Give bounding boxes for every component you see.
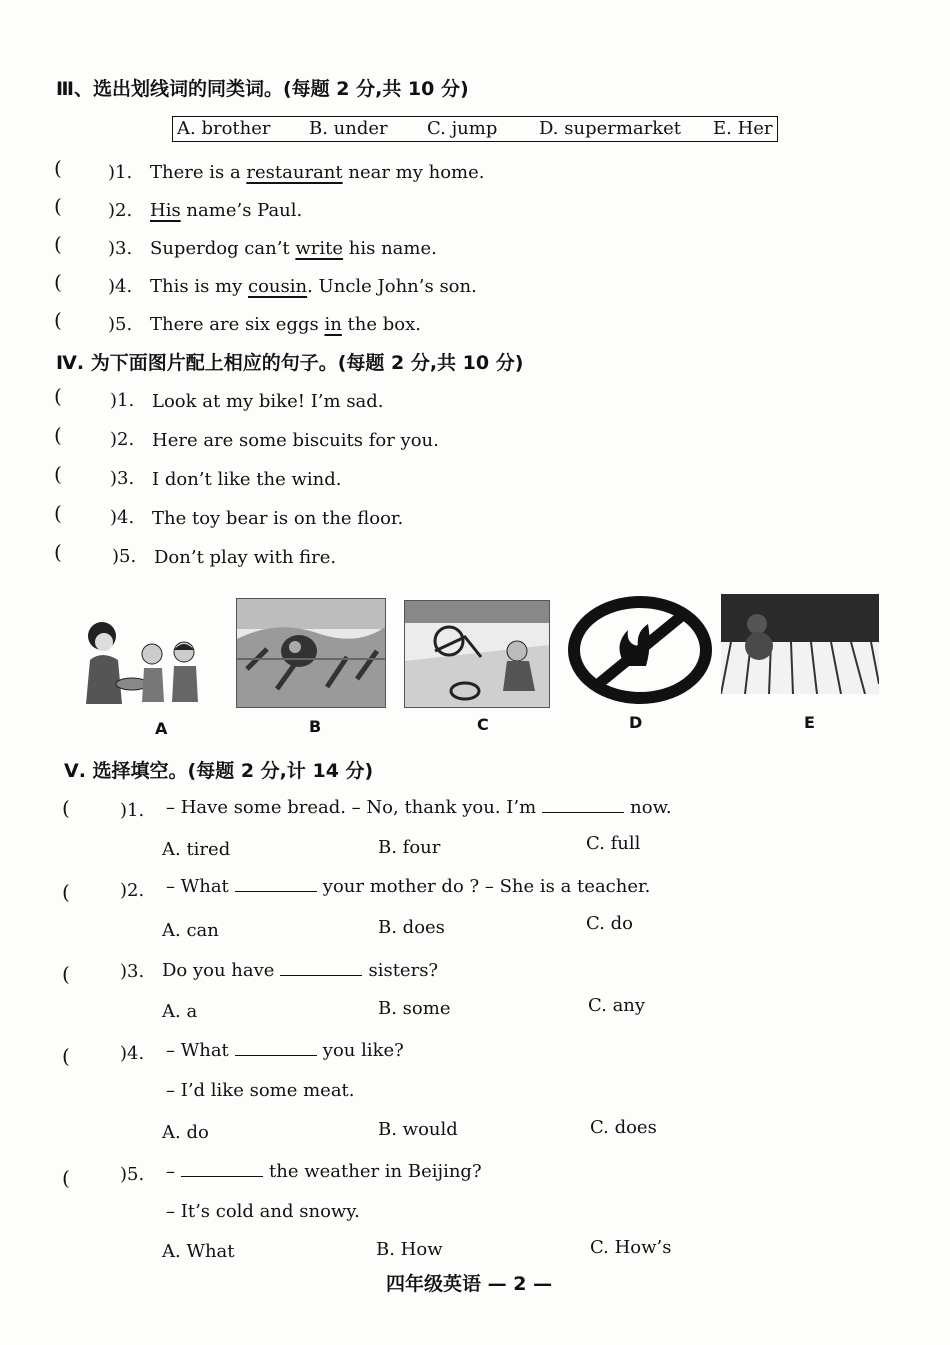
picture-b-windy-field (236, 598, 386, 708)
item-number: )5. (108, 314, 133, 335)
answer-paren[interactable]: ( (62, 962, 70, 986)
word-option-a: A. brother (177, 118, 271, 139)
sentence: Don’t play with fire. (154, 547, 337, 568)
answer-paren[interactable]: ( (62, 1166, 70, 1190)
picture-label-a: A (155, 719, 168, 738)
sentence-pre: Superdog can’t (150, 238, 296, 259)
word-option-b: B. under (309, 118, 388, 139)
item-number: )4. (108, 276, 133, 297)
option-b[interactable]: B. four (378, 837, 441, 858)
answer-blank (542, 798, 624, 813)
sentence-pre: This is my (150, 276, 248, 297)
word-option-d: D. supermarket (539, 118, 682, 139)
option-c[interactable]: C. does (590, 1117, 657, 1138)
picture-label-b: B (309, 717, 322, 736)
item-number: )3. (108, 238, 133, 259)
question-text-end: the weather in Beijing? (269, 1161, 482, 1182)
answer-paren[interactable]: ( (54, 423, 62, 447)
picture-e-bear-on-floor (721, 594, 879, 694)
option-a[interactable]: A. can (162, 920, 219, 941)
sentence-pre: There is a (150, 162, 247, 183)
page-footer: 四年级英语 — 2 — (386, 1273, 553, 1295)
picture-label-d: D (629, 713, 643, 732)
option-b[interactable]: B. does (378, 917, 445, 938)
sentence: Look at my bike! I’m sad. (152, 391, 384, 412)
picture-label-e: E (804, 713, 815, 732)
answer-paren[interactable]: ( (54, 384, 62, 408)
item-number: )2. (120, 880, 145, 901)
answer-paren[interactable]: ( (62, 796, 70, 820)
option-b[interactable]: B. How (376, 1239, 443, 1260)
sentence: Here are some biscuits for you. (152, 430, 439, 451)
answer-paren[interactable]: ( (54, 232, 62, 256)
option-b[interactable]: B. would (378, 1119, 458, 1140)
sentence-post: near my home. (342, 162, 485, 183)
answer-paren[interactable]: ( (54, 308, 62, 332)
underlined-word: in (324, 314, 342, 335)
answer-paren[interactable]: ( (54, 156, 62, 180)
item-number: )5. (120, 1164, 145, 1185)
underlined-word: His (150, 200, 181, 221)
answer-paren[interactable]: ( (62, 880, 70, 904)
question-text-end: you like? (322, 1040, 404, 1061)
sentence-post: his name. (343, 238, 437, 259)
section5-heading: Ⅴ. 选择填空。(每题 2 分,计 14 分) (64, 760, 374, 782)
question-text: Do you have (162, 960, 275, 981)
word-option-e: E. Her (713, 118, 773, 139)
item-number: )1. (120, 800, 145, 821)
option-a[interactable]: A. do (162, 1122, 209, 1143)
section4-heading: Ⅳ. 为下面图片配上相应的句子。(每题 2 分,共 10 分) (56, 352, 524, 374)
item-number: )2. (110, 429, 135, 450)
option-c[interactable]: C. do (586, 913, 633, 934)
option-a[interactable]: A. a (162, 1001, 198, 1022)
answer-blank (181, 1162, 263, 1177)
item-number: )1. (110, 390, 135, 411)
question-text-end: your mother do ? – She is a teacher. (322, 876, 651, 897)
question-text: – (166, 1161, 175, 1182)
sentence-post: . Uncle John’s son. (307, 276, 477, 297)
answer-blank (235, 1041, 317, 1056)
answer-paren[interactable]: ( (54, 194, 62, 218)
item-number: )2. (108, 200, 133, 221)
sentence: The toy bear is on the floor. (152, 508, 404, 529)
word-option-c: C. jump (427, 118, 498, 139)
picture-a-family (80, 616, 210, 706)
sentence: I don’t like the wind. (152, 469, 342, 490)
answer-line: – It’s cold and snowy. (166, 1201, 360, 1222)
item-number: )5. (112, 546, 137, 567)
answer-paren[interactable]: ( (54, 462, 62, 486)
answer-paren[interactable]: ( (62, 1044, 70, 1068)
sentence-pre: There are six eggs (150, 314, 325, 335)
question-text: – Have some bread. – No, thank you. I’m (166, 797, 537, 818)
answer-blank (235, 877, 317, 892)
answer-line: – I’d like some meat. (166, 1080, 355, 1101)
sentence-post: the box. (341, 314, 421, 335)
question-text-end: now. (630, 797, 672, 818)
sentence-post: name’s Paul. (180, 200, 303, 221)
item-number: )1. (108, 162, 133, 183)
item-number: )4. (110, 507, 135, 528)
picture-d-no-fire-sign (566, 596, 714, 704)
question-text: – What (166, 876, 229, 897)
answer-paren[interactable]: ( (54, 540, 62, 564)
picture-c-broken-bike (404, 600, 550, 708)
answer-blank (280, 961, 362, 976)
option-b[interactable]: B. some (378, 998, 451, 1019)
question-text-end: sisters? (368, 960, 439, 981)
underlined-word: write (295, 238, 344, 259)
item-number: )4. (120, 1043, 145, 1064)
option-c[interactable]: C. full (586, 833, 641, 854)
option-a[interactable]: A. What (162, 1241, 235, 1262)
option-a[interactable]: A. tired (162, 839, 231, 860)
option-c[interactable]: C. How’s (590, 1237, 672, 1258)
answer-paren[interactable]: ( (54, 501, 62, 525)
word-bank-box (172, 116, 778, 142)
section3-heading: Ⅲ、选出划线词的同类词。(每题 2 分,共 10 分) (56, 78, 469, 100)
option-c[interactable]: C. any (588, 995, 646, 1016)
item-number: )3. (120, 961, 145, 982)
answer-paren[interactable]: ( (54, 270, 62, 294)
underlined-word: cousin (248, 276, 308, 297)
question-text: – What (166, 1040, 229, 1061)
item-number: )3. (110, 468, 135, 489)
underlined-word: restaurant (246, 162, 343, 183)
picture-label-c: C (477, 715, 489, 734)
